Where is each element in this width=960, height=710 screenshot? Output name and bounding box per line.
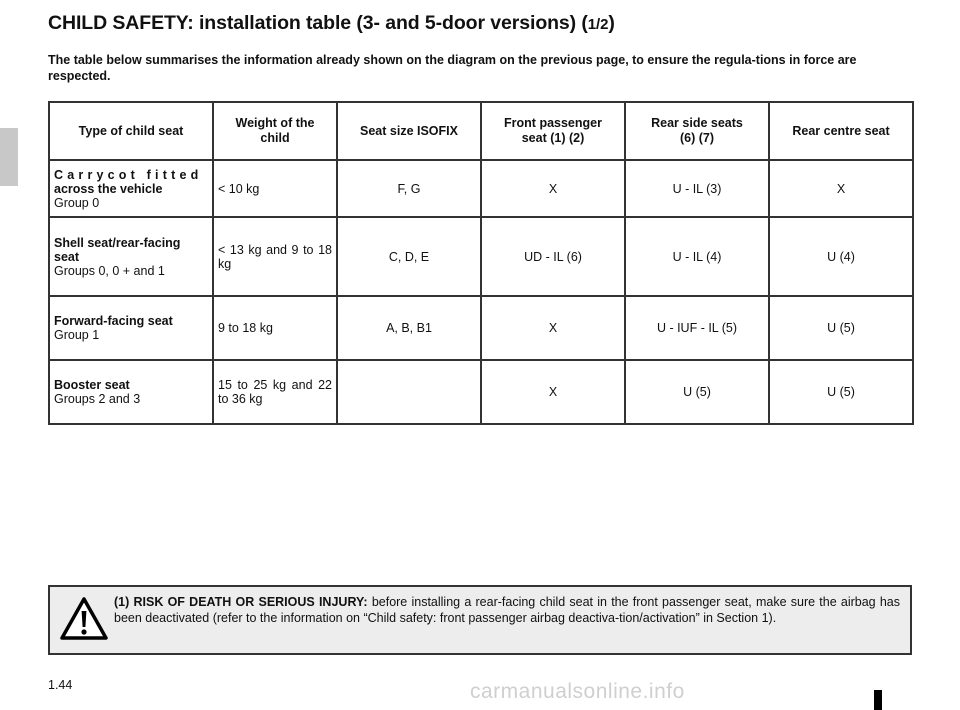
warning-box: [48, 585, 912, 655]
edge-mark: [874, 690, 882, 710]
cell-type: [49, 296, 213, 360]
table-row: [49, 160, 913, 217]
installation-table: [48, 101, 914, 425]
header-isofix: Seat size ISOFIX: [337, 102, 481, 160]
table-header-row: [49, 102, 913, 160]
type-group: Group 1: [54, 328, 100, 342]
table-row: [49, 296, 913, 360]
header-front: Front passenger seat (1) (2): [481, 102, 625, 160]
header-type: Type of child seat: [49, 102, 213, 160]
cell-rear-side: U - IL (3): [625, 160, 769, 217]
cell-type: [49, 360, 213, 424]
type-name: Forward-facing seat: [54, 314, 173, 328]
cell-type: [49, 217, 213, 296]
watermark: carmanualsonline.info: [470, 680, 685, 703]
type-group: Groups 2 and 3: [54, 392, 141, 406]
cell-weight: < 13 kg and 9 to 18 kg: [213, 217, 337, 296]
cell-rear-centre: U (5): [769, 360, 913, 424]
page-title: [48, 12, 615, 35]
cell-front: X: [481, 296, 625, 360]
cell-isofix: [337, 360, 481, 424]
cell-rear-centre: U (4): [769, 217, 913, 296]
table-row: [49, 217, 913, 296]
type-name: Carrycot fitted: [54, 167, 203, 182]
cell-isofix: C, D, E: [337, 217, 481, 296]
cell-weight: 9 to 18 kg: [213, 296, 337, 360]
cell-type: [49, 160, 213, 217]
cell-isofix: F, G: [337, 160, 481, 217]
warning-triangle-icon: [60, 597, 108, 641]
type-group: Groups 0, 0 + and 1: [54, 263, 165, 278]
cell-front: UD - IL (6): [481, 217, 625, 296]
type-name: Booster seat: [54, 378, 130, 392]
cell-weight: < 10 kg: [213, 160, 337, 217]
cell-rear-centre: X: [769, 160, 913, 217]
title-main: CHILD SAFETY: installation table (3- and 5-door versions) (: [48, 12, 588, 34]
section-tab: [0, 128, 18, 186]
cell-front: X: [481, 160, 625, 217]
title-part: 1/2: [587, 16, 609, 33]
warning-body: before installing a rear-facing child seat in the front passenger seat, make sure the airbag has been deactivated (refer to the information on “Child safety: front passenger airbag deactiva-tion/activation” in Section 1).: [114, 595, 900, 625]
cell-weight: 15 to 25 kg and 22 to 36 kg: [213, 360, 337, 424]
cell-isofix: A, B, B1: [337, 296, 481, 360]
cell-rear-side: U - IUF - IL (5): [625, 296, 769, 360]
cell-front: X: [481, 360, 625, 424]
type-name-continued: across the vehicle: [54, 181, 163, 196]
cell-rear-side: U (5): [625, 360, 769, 424]
warning-text: [114, 594, 900, 626]
warning-heading: (1) RISK OF DEATH OR SERIOUS INJURY:: [114, 595, 368, 609]
title-close: ): [608, 12, 615, 34]
header-weight: Weight of the child: [213, 102, 337, 160]
intro-paragraph: The table below summarises the information already shown on the diagram on the previous page, to ensure the regula-tions in force are respected.: [48, 53, 857, 83]
page-number: 1.44: [48, 678, 73, 692]
header-rear-side: Rear side seats (6) (7): [625, 102, 769, 160]
type-group: Group 0: [54, 195, 100, 210]
type-name: Shell seat/rear-facing seat: [54, 235, 181, 264]
table-row: [49, 360, 913, 424]
cell-rear-centre: U (5): [769, 296, 913, 360]
cell-rear-side: U - IL (4): [625, 217, 769, 296]
header-rear-centre: Rear centre seat: [769, 102, 913, 160]
